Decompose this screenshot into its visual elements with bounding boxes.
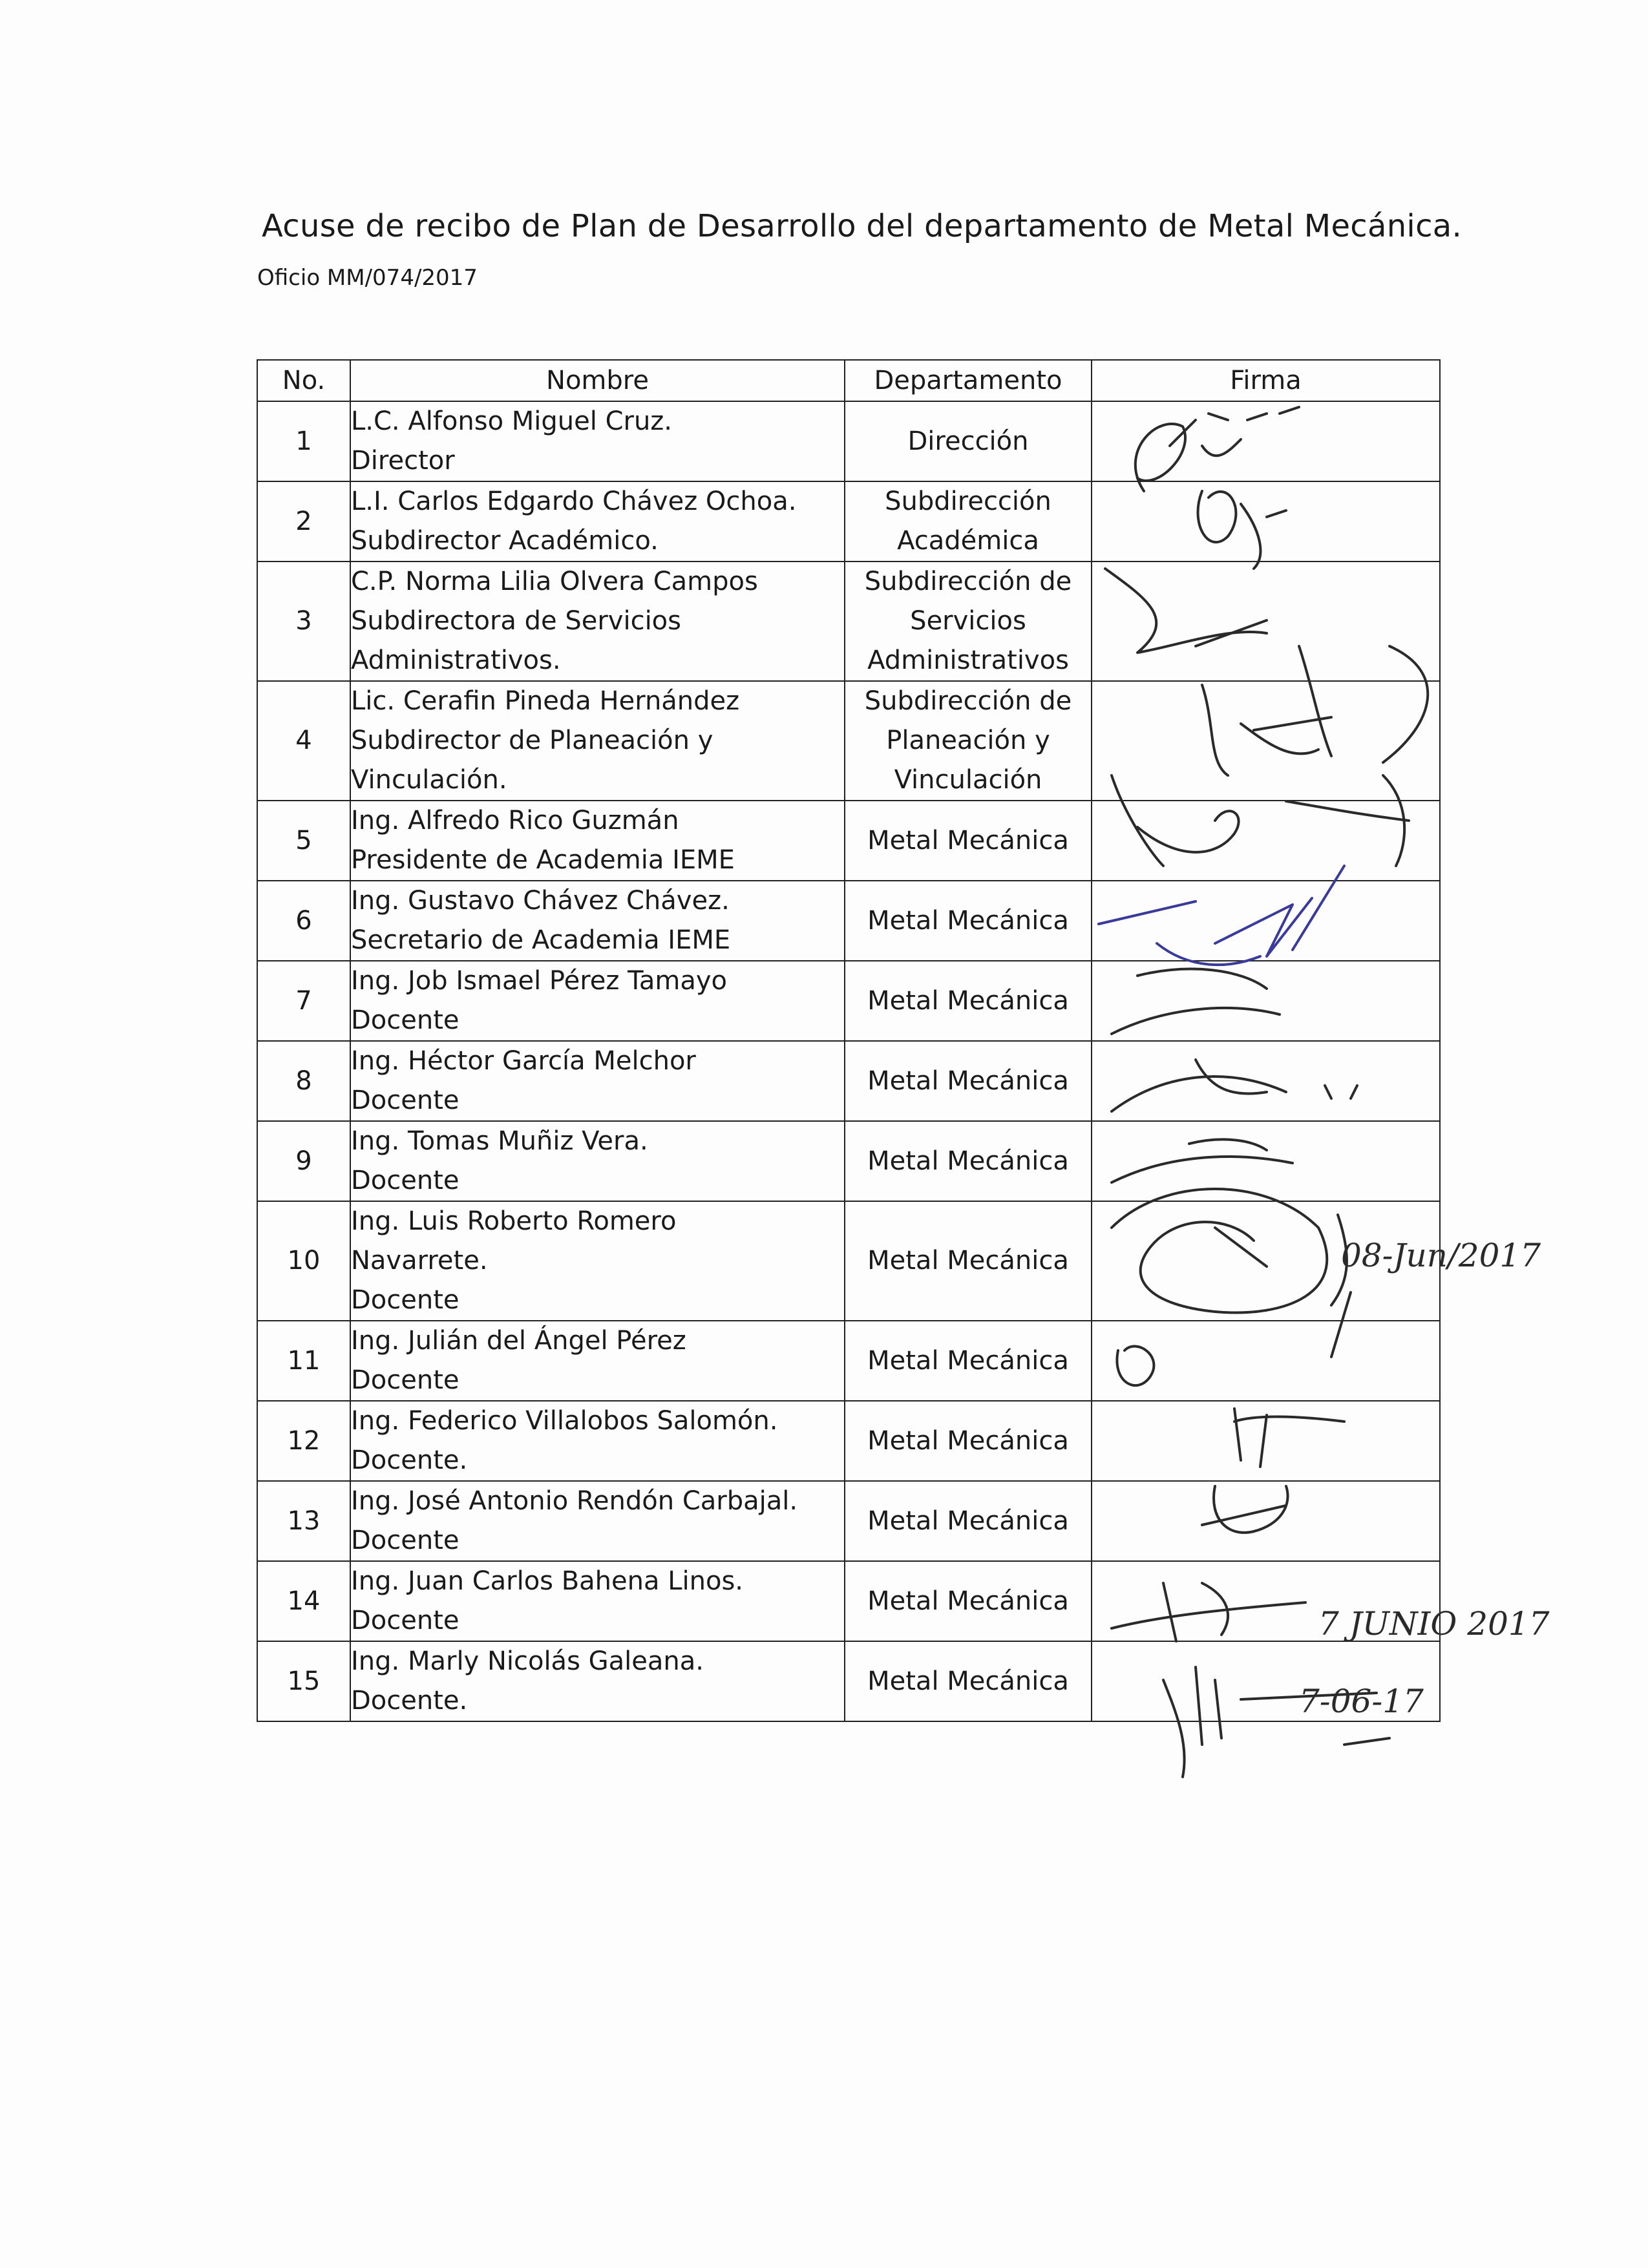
person-role: Docente xyxy=(351,1606,460,1635)
department-text: Vinculación xyxy=(894,765,1042,795)
name-cell xyxy=(350,1481,845,1561)
table-row xyxy=(257,1401,1440,1481)
table-row xyxy=(257,481,1440,562)
department-text: Subdirección de xyxy=(864,567,1072,596)
department-cell xyxy=(845,562,1092,681)
department-cell xyxy=(845,481,1092,562)
person-role: Docente. xyxy=(351,1445,468,1475)
department-text: Metal Mecánica xyxy=(867,825,1069,856)
table-row xyxy=(257,961,1440,1041)
signature-cell xyxy=(1092,1401,1440,1481)
person-name: Lic. Cerafin Pineda Hernández xyxy=(351,686,740,716)
name-cell xyxy=(350,1121,845,1201)
signature-cell xyxy=(1092,961,1440,1041)
department-cell xyxy=(845,1041,1092,1121)
signature-cell xyxy=(1092,881,1440,961)
person-name: Ing. Marly Nicolás Galeana. xyxy=(351,1646,704,1676)
table-row xyxy=(257,801,1440,881)
table-row xyxy=(257,881,1440,961)
person-role: Docente xyxy=(351,1005,460,1035)
department-text: Planeación y xyxy=(886,726,1050,755)
department-text: Metal Mecánica xyxy=(867,1146,1069,1176)
person-role: Presidente de Academia IEME xyxy=(351,845,735,875)
department-cell xyxy=(845,1201,1092,1321)
table-row xyxy=(257,1481,1440,1561)
person-role: Docente. xyxy=(351,1686,468,1716)
name-cell xyxy=(350,1041,845,1121)
name-cell xyxy=(350,1561,845,1641)
department-text: Metal Mecánica xyxy=(867,1066,1069,1096)
acknowledgment-table xyxy=(257,359,1441,1722)
name-cell xyxy=(350,681,845,801)
name-cell xyxy=(350,1401,845,1481)
row-number: 7 xyxy=(257,961,350,1041)
person-role: Subdirectora de Servicios xyxy=(351,606,681,636)
person-name: Ing. Tomas Muñiz Vera. xyxy=(351,1126,648,1156)
department-text: Metal Mecánica xyxy=(867,905,1069,936)
handwritten-date-10: 08-Jun/2017 xyxy=(1341,1237,1541,1274)
department-cell xyxy=(845,961,1092,1041)
department-text: Metal Mecánica xyxy=(867,1506,1069,1536)
row-number: 10 xyxy=(257,1201,350,1321)
person-name: Ing. José Antonio Rendón Carbajal. xyxy=(351,1486,798,1516)
row-number: 11 xyxy=(257,1321,350,1401)
table-row xyxy=(257,681,1440,801)
person-name: Ing. Juan Carlos Bahena Linos. xyxy=(351,1566,743,1596)
department-cell xyxy=(845,1321,1092,1401)
signature-cell xyxy=(1092,1481,1440,1561)
table-row xyxy=(257,401,1440,481)
department-text: Dirección xyxy=(907,426,1029,456)
person-name: Ing. Julián del Ángel Pérez xyxy=(351,1326,686,1356)
department-cell xyxy=(845,681,1092,801)
row-number: 4 xyxy=(257,681,350,801)
department-cell xyxy=(845,1561,1092,1641)
row-number: 8 xyxy=(257,1041,350,1121)
department-text: Administrativos xyxy=(867,646,1069,675)
signature-cell xyxy=(1092,1641,1440,1721)
row-number: 13 xyxy=(257,1481,350,1561)
person-role: Docente xyxy=(351,1166,460,1195)
person-role: Docente xyxy=(351,1365,460,1395)
row-number: 15 xyxy=(257,1641,350,1721)
table-row xyxy=(257,562,1440,681)
person-name: L.I. Carlos Edgardo Chávez Ochoa. xyxy=(351,487,797,516)
person-role: Docente xyxy=(351,1526,460,1555)
handwritten-date-14: 7 JUNIO 2017 xyxy=(1318,1605,1550,1643)
header-departamento: Departamento xyxy=(845,360,1092,401)
name-cell xyxy=(350,1201,845,1321)
document-reference: Oficio MM/074/2017 xyxy=(257,265,478,291)
person-role: Subdirector Académico. xyxy=(351,526,659,556)
person-role: Docente xyxy=(351,1285,460,1315)
row-number: 5 xyxy=(257,801,350,881)
person-role: Navarrete. xyxy=(351,1246,488,1276)
table-row xyxy=(257,1121,1440,1201)
department-text: Subdirección de xyxy=(864,686,1072,716)
person-name: Ing. Gustavo Chávez Chávez. xyxy=(351,886,730,916)
table-row xyxy=(257,1041,1440,1121)
person-role: Docente xyxy=(351,1086,460,1115)
person-role: Vinculación. xyxy=(351,765,507,795)
person-role: Administrativos. xyxy=(351,646,561,675)
person-name: Ing. Job Ismael Pérez Tamayo xyxy=(351,966,728,996)
signature-cell xyxy=(1092,801,1440,881)
name-cell xyxy=(350,562,845,681)
department-text: Servicios xyxy=(910,606,1026,636)
person-role: Secretario de Academia IEME xyxy=(351,925,731,955)
signature-cell xyxy=(1092,1321,1440,1401)
handwritten-date-15: 7-06-17 xyxy=(1299,1683,1424,1720)
row-number: 9 xyxy=(257,1121,350,1201)
person-name: Ing. Federico Villalobos Salomón. xyxy=(351,1406,778,1436)
table-row xyxy=(257,1201,1440,1321)
signature-cell xyxy=(1092,481,1440,562)
department-text: Metal Mecánica xyxy=(867,1586,1069,1616)
department-cell xyxy=(845,1641,1092,1721)
header-nombre: Nombre xyxy=(350,360,845,401)
department-cell xyxy=(845,1121,1092,1201)
signature-cell xyxy=(1092,562,1440,681)
department-text: Académica xyxy=(897,526,1039,556)
table-row xyxy=(257,1321,1440,1401)
row-number: 3 xyxy=(257,562,350,681)
person-name: Ing. Héctor García Melchor xyxy=(351,1046,696,1076)
department-text: Metal Mecánica xyxy=(867,1345,1069,1376)
table-row xyxy=(257,1641,1440,1721)
department-text: Metal Mecánica xyxy=(867,1666,1069,1696)
department-cell xyxy=(845,881,1092,961)
header-no: No. xyxy=(257,360,350,401)
signature-cell xyxy=(1092,1561,1440,1641)
person-role: Subdirector de Planeación y xyxy=(351,726,713,755)
person-name: L.C. Alfonso Miguel Cruz. xyxy=(351,406,673,436)
name-cell xyxy=(350,881,845,961)
document-title: Acuse de recibo de Plan de Desarrollo del departamento de Metal Mecánica. xyxy=(262,208,1463,244)
row-number: 12 xyxy=(257,1401,350,1481)
department-text: Metal Mecánica xyxy=(867,1425,1069,1456)
name-cell xyxy=(350,1321,845,1401)
name-cell xyxy=(350,481,845,562)
row-number: 1 xyxy=(257,401,350,481)
table-body xyxy=(257,401,1440,1721)
department-text: Metal Mecánica xyxy=(867,985,1069,1016)
name-cell xyxy=(350,961,845,1041)
person-role: Director xyxy=(351,446,455,476)
person-name: Ing. Alfredo Rico Guzmán xyxy=(351,806,679,835)
name-cell xyxy=(350,801,845,881)
department-cell xyxy=(845,801,1092,881)
table-row xyxy=(257,1561,1440,1641)
person-name: Ing. Luis Roberto Romero xyxy=(351,1206,677,1236)
department-cell xyxy=(845,401,1092,481)
header-firma: Firma xyxy=(1092,360,1440,401)
table-header-row xyxy=(257,360,1440,401)
row-number: 14 xyxy=(257,1561,350,1641)
signature-cell xyxy=(1092,401,1440,481)
person-name: C.P. Norma Lilia Olvera Campos xyxy=(351,567,758,596)
row-number: 6 xyxy=(257,881,350,961)
department-text: Subdirección xyxy=(885,487,1051,516)
name-cell xyxy=(350,1641,845,1721)
signature-cell xyxy=(1092,1041,1440,1121)
signature-cell xyxy=(1092,1121,1440,1201)
name-cell xyxy=(350,401,845,481)
signature-cell xyxy=(1092,681,1440,801)
department-cell xyxy=(845,1481,1092,1561)
department-cell xyxy=(845,1401,1092,1481)
department-text: Metal Mecánica xyxy=(867,1246,1069,1276)
row-number: 2 xyxy=(257,481,350,562)
signature-cell xyxy=(1092,1201,1440,1321)
